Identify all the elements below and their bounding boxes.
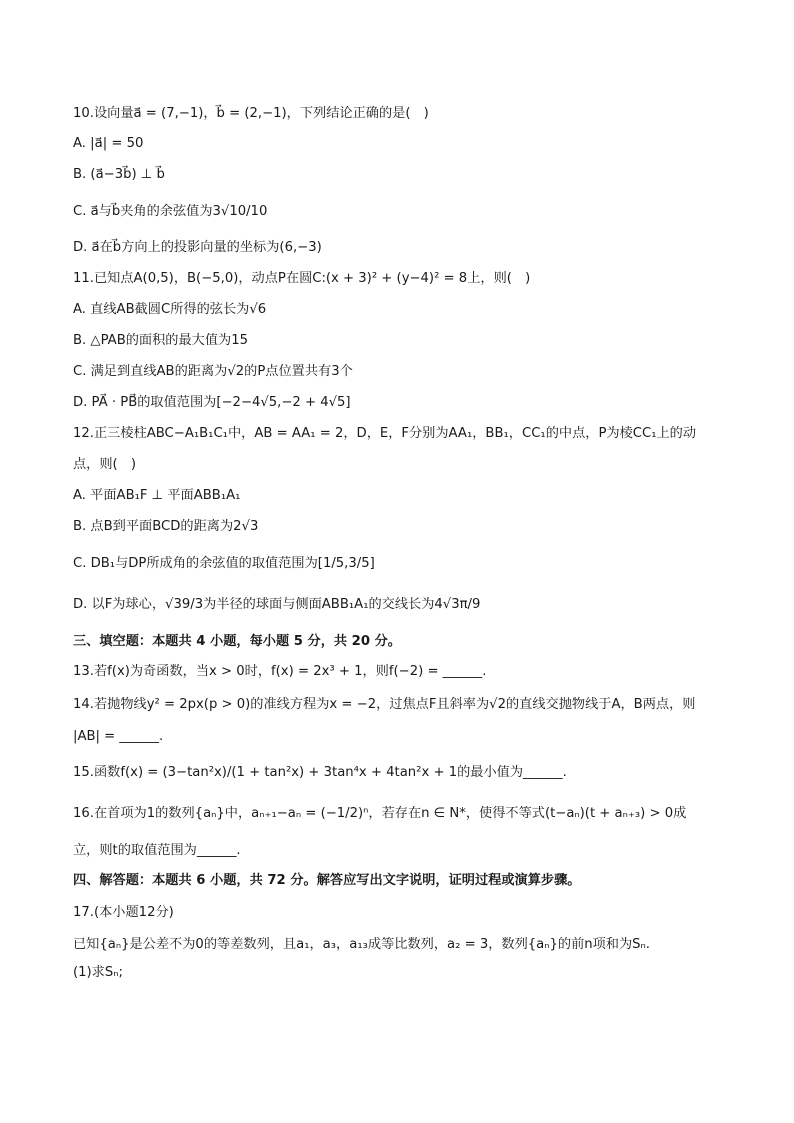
line-q10: 10.设向量a⃗ = (7,−1)，b⃗ = (2,−1)，下列结论正确的是( )	[73, 106, 429, 121]
line-q16: 16.在首项为1的数列{aₙ}中，aₙ₊₁−aₙ = (−1/2)ⁿ，若存在n ∈ N*，使得不等式(t−aₙ)(t + aₙ₊₃) > 0成	[73, 806, 687, 821]
line-q10-option-c: C. a⃗与b⃗夹角的余弦值为3√10/10	[73, 204, 268, 219]
line-q10-option-a: A. |a⃗| = 50	[73, 136, 144, 151]
line-q17-title: 17.(本小题12分)	[73, 905, 174, 920]
line-q17-body: 已知{aₙ}是公差不为0的等差数列，且a₁，a₃，a₁₃成等比数列，a₂ = 3，数列{aₙ}的前n项和为Sₙ.	[73, 937, 651, 952]
line-q10-option-d: D. a⃗在b⃗方向上的投影向量的坐标为(6,−3)	[73, 240, 322, 255]
line-q12-option-a: A. 平面AB₁F ⊥ 平面ABB₁A₁	[73, 488, 241, 503]
line-q11-option-a: A. 直线AB截圆C所得的弦长为√6	[73, 302, 267, 317]
section-heading-fill-in: 三、填空题：本题共 4 小题，每小题 5 分，共 20 分。	[73, 634, 401, 649]
line-q12-option-c: C. DB₁与DP所成角的余弦值的取值范围为[1/5,3/5]	[73, 556, 375, 571]
line-q12-option-b: B. 点B到平面BCD的距离为2√3	[73, 519, 259, 534]
line-q12-cont: 点，则( )	[73, 457, 137, 472]
line-q11-option-d: D. PA⃗ · PB⃗的取值范围为[−2−4√5,−2 + 4√5]	[73, 395, 351, 410]
line-q16-cont: 立，则t的取值范围为______.	[73, 843, 241, 858]
line-q12-option-d: D. 以F为球心，√39/3为半径的球面与侧面ABB₁A₁的交线长为4√3π/9	[73, 597, 481, 612]
line-q11-option-c: C. 满足到直线AB的距离为√2的P点位置共有3个	[73, 364, 353, 379]
line-q17-part1: (1)求Sₙ;	[73, 965, 123, 980]
section-heading-solutions: 四、解答题：本题共 6 小题，共 72 分。解答应写出文字说明，证明过程或演算步骤。	[73, 873, 581, 888]
line-q12: 12.正三棱柱ABC−A₁B₁C₁中，AB = AA₁ = 2，D，E，F分别为AA₁，BB₁，CC₁的中点，P为棱CC₁上的动	[73, 426, 697, 441]
line-q14-cont: |AB| = ______.	[73, 729, 164, 744]
line-q14: 14.若抛物线y² = 2px(p > 0)的准线方程为x = −2，过焦点F且斜率为√2的直线交抛物线于A，B两点，则	[73, 697, 696, 712]
line-q10-option-b: B. (a⃗−3b⃗) ⊥ b⃗	[73, 167, 165, 182]
line-q13: 13.若f(x)为奇函数，当x > 0时，f(x) = 2x³ + 1，则f(−2) = ______.	[73, 664, 487, 679]
line-q15: 15.函数f(x) = (3−tan²x)/(1 + tan²x) + 3tan⁴x + 4tan²x + 1的最小值为______.	[73, 765, 567, 780]
line-q11-option-b: B. △PAB的面积的最大值为15	[73, 333, 249, 348]
line-q11: 11.已知点A(0,5)，B(−5,0)，动点P在圆C:(x + 3)² + (y−4)² = 8上，则( )	[73, 271, 531, 286]
